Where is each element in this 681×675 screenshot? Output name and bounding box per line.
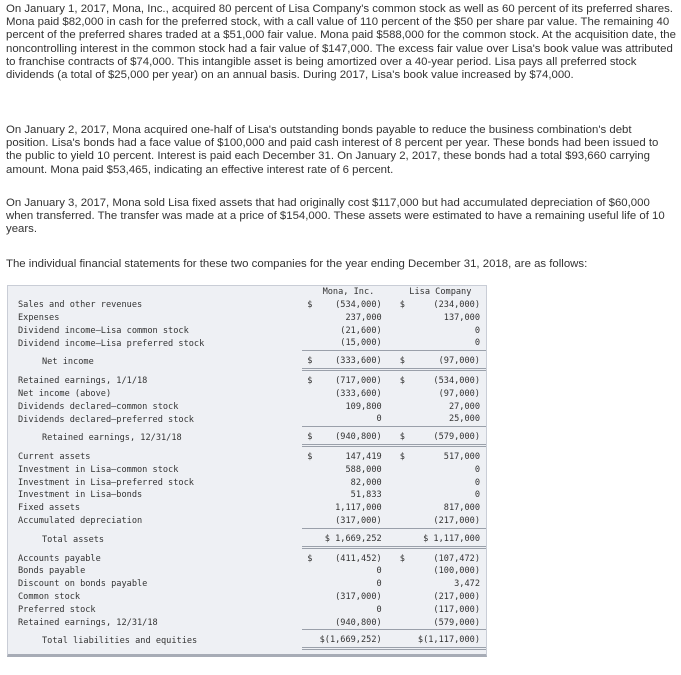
lisa-value: 817,000	[443, 503, 480, 514]
table-row	[8, 502, 486, 515]
mona-value: (317,000)	[335, 591, 382, 602]
mona-value: (317,000)	[335, 515, 382, 526]
table-row	[8, 565, 486, 578]
table-row	[8, 413, 486, 426]
table-row	[8, 617, 486, 630]
row-label: Net income (above)	[18, 388, 112, 399]
column-header-mona: Mona, Inc.	[322, 287, 375, 298]
table-row-total	[8, 431, 486, 445]
row-label: Current assets	[18, 451, 91, 462]
problem-paragraph-bonds: On January 2, 2017, Mona acquired one-half of Lisa's outstanding bonds payable to reduce the business combination's debt position. Lisa's bonds had a face value of $100,000 and paid cash interest of 8 percent per year. These bonds had been issued to the public to yield 10 percent. Interest is paid each December 31. On January 2, 2017, these bonds had a total $93,660 carrying amount. Mona paid $53,465, indicating an effective interest rate of 6 percent.	[6, 124, 659, 176]
table-row	[8, 325, 486, 338]
table-row	[8, 604, 486, 617]
row-label: Investment in Lisa—preferred stock	[18, 477, 194, 488]
lisa-value: (579,000)	[433, 617, 480, 628]
mona-value: (21,600)	[340, 325, 382, 336]
lisa-value: (100,000)	[433, 566, 480, 577]
currency-sign: $	[399, 451, 405, 462]
column-header-lisa: Lisa Company	[409, 287, 472, 298]
table-row	[8, 401, 486, 414]
currency-sign: $	[399, 553, 405, 564]
currency-sign: $	[399, 300, 405, 310]
lisa-value: 0	[474, 338, 480, 349]
currency-sign: $	[307, 356, 313, 367]
row-label: Net income	[42, 356, 94, 367]
row-label: Sales and other revenues	[18, 300, 143, 310]
lisa-value: (217,000)	[433, 515, 480, 526]
row-label: Discount on bonds payable	[18, 579, 148, 590]
currency-sign: $	[307, 432, 313, 443]
currency-sign: $	[399, 356, 405, 367]
table-row	[8, 489, 486, 502]
table-row	[8, 337, 486, 350]
lisa-value: (534,000)	[433, 375, 480, 386]
row-label: Retained earnings, 12/31/18	[42, 432, 182, 443]
mona-value: 0	[376, 414, 382, 425]
mona-value: $ 1,669,252	[324, 533, 382, 544]
table-row-total	[8, 355, 486, 369]
mona-value: 109,800	[345, 401, 382, 412]
row-label: Accounts payable	[18, 553, 101, 564]
mona-value: (534,000)	[335, 300, 382, 310]
mona-value: 51,833	[350, 490, 382, 501]
problem-paragraph-statements-intro: The individual financial statements for these two companies for the year ending December 31, 2018, are as follows:	[6, 258, 588, 270]
mona-value: (333,600)	[335, 388, 382, 399]
row-label: Total liabilities and equities	[42, 636, 198, 647]
row-label: Retained earnings, 1/1/18	[18, 375, 148, 386]
mona-value: 1,117,000	[335, 503, 382, 514]
mona-value: (940,800)	[335, 617, 382, 628]
row-label: Dividend income—Lisa preferred stock	[18, 338, 205, 349]
row-label: Preferred stock	[18, 604, 96, 615]
mona-value: 147,419	[345, 451, 382, 462]
row-label: Fixed assets	[18, 503, 81, 514]
currency-sign: $	[307, 451, 313, 462]
currency-sign: $	[307, 553, 313, 564]
row-label: Expenses	[18, 312, 60, 323]
table-row	[8, 299, 486, 312]
row-label: Retained earnings, 12/31/18	[18, 617, 158, 628]
mona-value: 0	[376, 566, 382, 577]
lisa-value: $ 1,117,000	[423, 533, 480, 544]
lisa-value: 0	[474, 490, 480, 501]
lisa-value: 517,000	[443, 451, 480, 462]
table-row	[8, 578, 486, 591]
currency-sign: $	[307, 375, 313, 386]
lisa-value: $(1,117,000)	[417, 635, 480, 646]
lisa-value: 0	[474, 464, 480, 475]
mona-value: (333,600)	[335, 356, 382, 367]
mona-value: (717,000)	[335, 375, 382, 386]
row-label: Total assets	[42, 534, 105, 545]
table-row	[8, 464, 486, 477]
lisa-value: 27,000	[448, 401, 480, 412]
table-row	[8, 477, 486, 490]
lisa-value: (217,000)	[433, 591, 480, 602]
mona-value: (411,452)	[335, 553, 382, 564]
lisa-value: 137,000	[443, 312, 480, 323]
table-row	[8, 591, 486, 604]
row-label: Dividend income—Lisa common stock	[18, 325, 189, 336]
lisa-value: (107,472)	[433, 553, 480, 564]
table-row	[8, 553, 486, 566]
currency-sign: $	[399, 432, 405, 443]
lisa-value: 25,000	[448, 414, 480, 425]
mona-value: $(1,669,252)	[319, 635, 382, 646]
currency-sign: $	[399, 375, 405, 386]
lisa-value: (579,000)	[433, 432, 480, 443]
table-row-total	[8, 634, 486, 648]
mona-value: (940,800)	[335, 432, 382, 443]
mona-value: 0	[376, 579, 382, 590]
table-row	[8, 451, 486, 464]
problem-paragraph-acquisition: On January 1, 2017, Mona, Inc., acquired 80 percent of Lisa Company's common stock as well as 60 percent of its preferred shares. Mona paid $82,000 in cash for the preferred stock, with a call value of 110 percent of the $50 per share par value. The remaining 40 percent of the preferred shares traded at a $51,000 fair value. Mona paid $588,000 for the common stock. At the acquisition date, the noncontrolling interest in the common stock had a fair value of $147,000. The excess fair value over Lisa's book value was attributed to franchise contracts of $74,000. This intangible asset is being amortized over a 40-year period. Lisa pays all preferred stock dividends (a total of $25,000 per year) on an annual basis. During 2017, Lisa's book value increased by $74,000.	[6, 3, 676, 82]
row-label: Investment in Lisa—bonds	[18, 490, 143, 501]
table-row	[8, 375, 486, 388]
lisa-value: 3,472	[454, 579, 480, 590]
table-header-row	[8, 286, 486, 299]
row-label: Dividends declared—preferred stock	[18, 414, 194, 425]
mona-value: 237,000	[345, 312, 382, 323]
financial-statements-table	[7, 285, 487, 657]
problem-paragraph-fixed-assets: On January 3, 2017, Mona sold Lisa fixed assets that had originally cost $117,000 but had accumulated depreciation of $60,000 when transferred. The transfer was made at a price of $154,000. These assets were estimated to have a remaining useful life of 10 years.	[6, 197, 665, 236]
table-row	[8, 312, 486, 325]
table-row	[8, 388, 486, 401]
lisa-value: (97,000)	[438, 388, 480, 399]
mona-value: 82,000	[350, 477, 382, 488]
row-label: Common stock	[18, 591, 81, 602]
lisa-value: 0	[474, 325, 480, 336]
row-label: Dividends declared—common stock	[18, 401, 179, 412]
row-label: Bonds payable	[18, 566, 86, 577]
lisa-value: (117,000)	[433, 604, 480, 615]
table-row-total	[8, 533, 486, 547]
row-label: Accumulated depreciation	[18, 516, 143, 527]
row-label: Investment in Lisa—common stock	[18, 464, 179, 475]
lisa-value: (234,000)	[433, 300, 480, 310]
mona-value: (15,000)	[340, 338, 382, 349]
currency-sign: $	[307, 300, 313, 310]
lisa-value: 0	[474, 477, 480, 488]
mona-value: 0	[376, 604, 382, 615]
lisa-value: (97,000)	[438, 356, 480, 367]
mona-value: 588,000	[345, 464, 382, 475]
table-row	[8, 515, 486, 528]
